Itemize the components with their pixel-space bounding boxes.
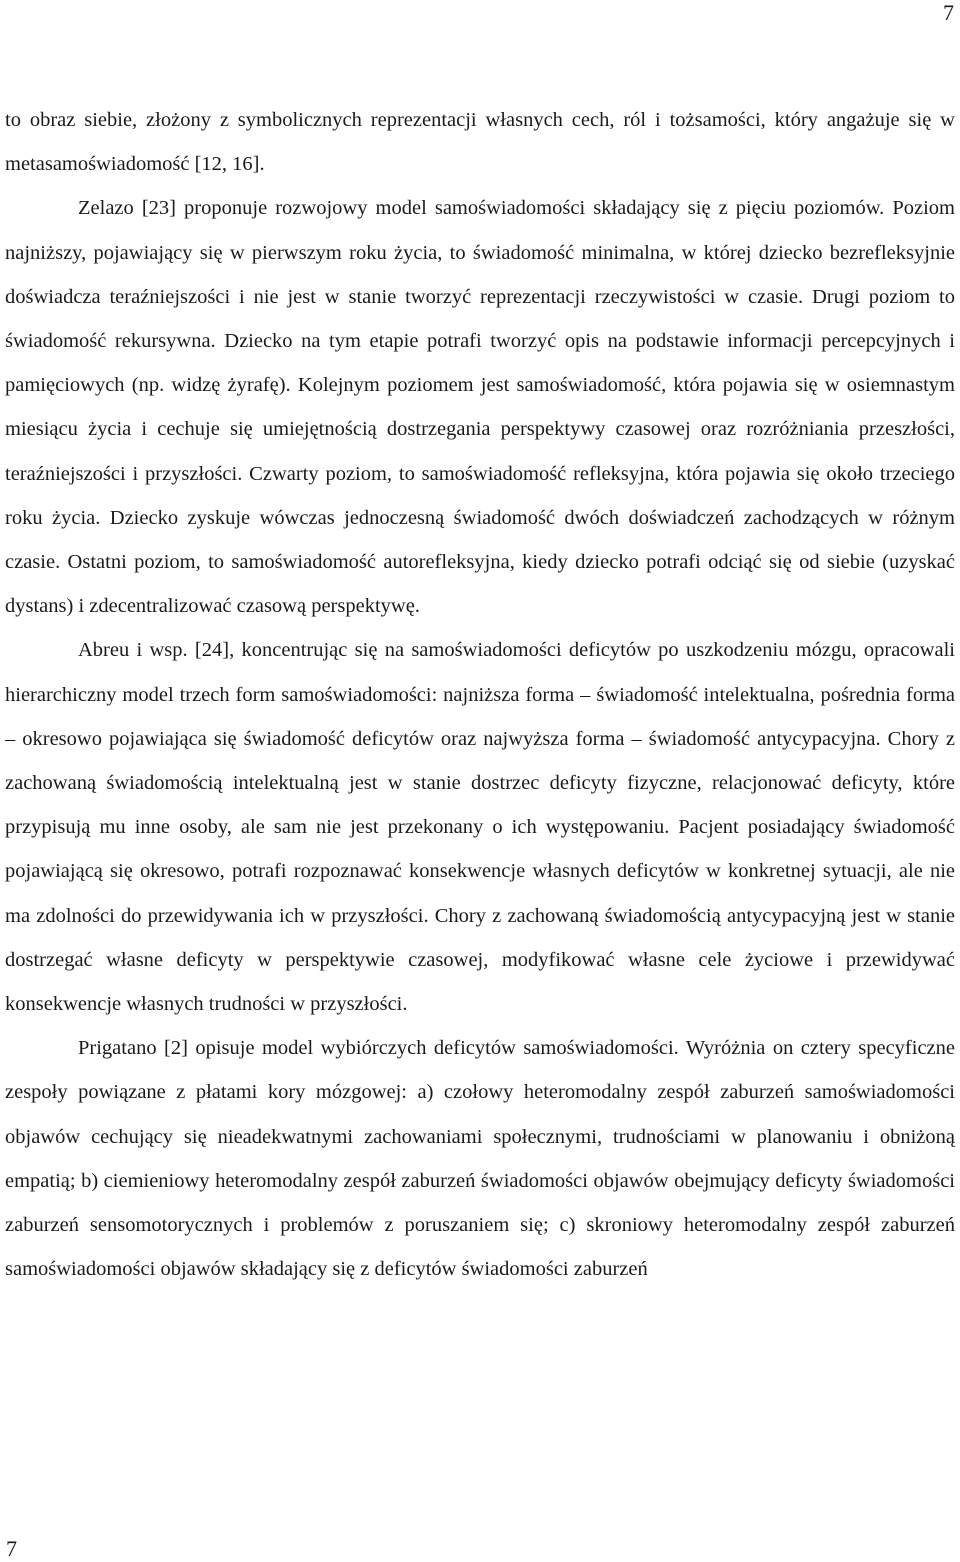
document-body [5,98,955,1291]
page-number-top: 7 [943,0,954,25]
paragraph-1: to obraz siebie, złożony z symbolicznych reprezentacji własnych cech, ról i tożsamości, który angażuje się w metasamoświadomość [12, 16]. [5,109,955,176]
paragraph-4: Prigatano [2] opisuje model wybiórczych deficytów samoświadomości. Wyróżnia on cztery specyficzne zespoły powiązane z płatami kory mózgowej: a) czołowy heteromodalny zespół zaburzeń samoświadomości objawów cechujący się nieadekwatnymi zachowaniami społecznymi, trudnościami w planowaniu i obniżoną empatią; b) ciemieniowy heteromodalny zespół zaburzeń świadomości objawów obejmujący deficyty świadomości zaburzeń sensomotorycznych i problemów z poruszaniem się; c) skroniowy heteromodalny zespół zaburzeń samoświadomości objawów składający się z deficytów świadomości zaburzeń [5,1037,955,1281]
paragraph-2: Zelazo [23] proponuje rozwojowy model samoświadomości składający się z pięciu poziomów. Poziom najniższy, pojawiający się w pierwszym roku życia, to świadomość minimalna, w której dziecko bezrefleksyjnie doświadcza teraźniejszości i nie jest w stanie tworzyć reprezentacji rzeczywistości w czasie. Drugi poziom to świadomość rekursywna. Dziecko na tym etapie potrafi tworzyć opis na podstawie informacji percepcyjnych i pamięciowych (np. widzę żyrafę). Kolejnym poziomem jest samoświadomość, która pojawia się w osiemnastym miesiącu życia i cechuje się umiejętnością dostrzegania perspektywy czasowej oraz rozróżniania przeszłości, teraźniejszości i przyszłości. Czwarty poziom, to samoświadomość refleksyjna, która pojawia się około trzeciego roku życia. Dziecko zyskuje wówczas jednoczesną świadomość dwóch doświadczeń zachodzących w różnym czasie. Ostatni poziom, to samoświadomość autorefleksyjna, kiedy dziecko potrafi odciąć się od siebie (uzyskać dystans) i zdecentralizować czasową perspektywę. [5,197,955,618]
paragraph-3: Abreu i wsp. [24], koncentrując się na samoświadomości deficytów po uszkodzeniu mózgu, opracowali hierarchiczny model trzech form samoświadomości: najniższa forma – świadomość intelektualna, pośrednia forma – okresowo pojawiająca się świadomość deficytów oraz najwyższa forma – świadomość antycypacyjna. Chory z zachowaną świadomością intelektualną jest w stanie dostrzec deficyty fizyczne, relacjonować deficyty, które przypisują mu inne osoby, ale sam nie jest przekonany o ich występowaniu. Pacjent posiadający świadomość pojawiającą się okresowo, potrafi rozpoznawać konsekwencje własnych deficytów w konkretnej sytuacji, ale nie ma zdolności do przewidywania ich w przyszłości. Chory z zachowaną świadomością antycypacyjną jest w stanie dostrzegać własne deficyty w perspektywie czasowej, modyfikować własne cele życiowe i przewidywać konsekwencje własnych trudności w przyszłości. [5,639,955,1016]
page-number-bottom: 7 [6,1536,17,1561]
